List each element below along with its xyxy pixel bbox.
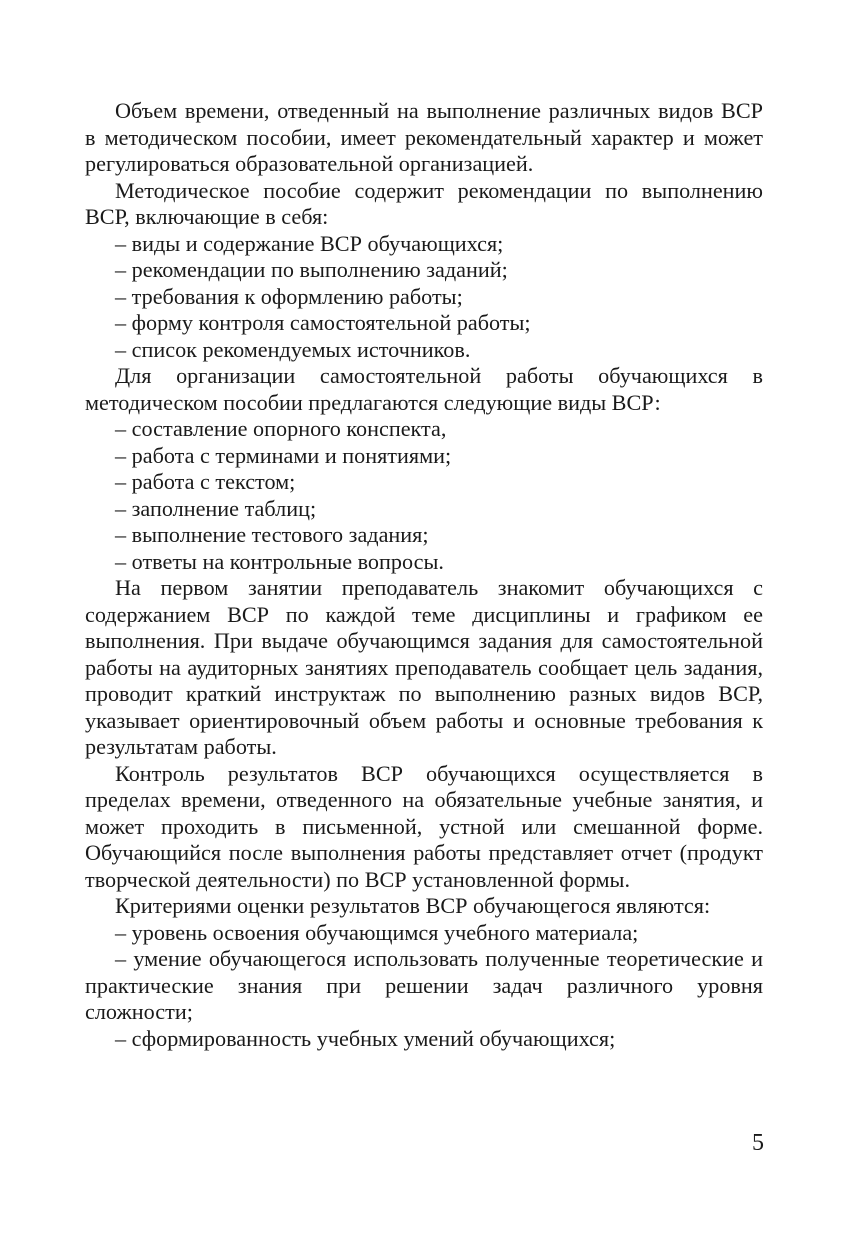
paragraph-time-allocation: Объем времени, отведенный на выполнение различных видов ВСР в методическом пособии, имеет рекомендательный характер и может регулироваться образовательной организацией. <box>85 98 763 176</box>
list-item: – ответы на контрольные вопросы. <box>115 548 444 574</box>
list-item: – список рекомендуемых источников. <box>115 336 471 362</box>
page-body <box>85 98 763 1052</box>
list-item: – заполнение таблиц; <box>115 495 317 521</box>
criteria-item: – уровень освоения обучающимся учебного материала; <box>115 919 639 945</box>
paragraph-manual-contents: Методическое пособие содержит рекомендации по выполнению ВСР, включающие в себя: <box>85 177 763 229</box>
paragraph-assessment-criteria: Критериями оценки результатов ВСР обучающегося являются: <box>115 893 711 918</box>
list-item: – работа с текстом; <box>115 469 296 494</box>
list-item: – форму контроля самостоятельной работы; <box>115 310 531 335</box>
list-item: – работа с терминами и понятиями; <box>115 442 452 468</box>
list-item: – выполнение тестового задания; <box>115 522 429 547</box>
list-item: – рекомендации по выполнению заданий; <box>115 257 508 282</box>
paragraph-work-types: Для организации самостоятельной работы обучающихся в методическом пособии предлагаются следующие виды ВСР: <box>85 363 763 415</box>
paragraph-results-control: Контроль результатов ВСР обучающихся осуществляется в пределах времени, отведенного на обязательные учебные занятия, и может проходить в письменной, устной или смешанной форме. Обучающийся после выполнения работы представляет отчет (продукт творческой деятельности) по ВСР установленной формы. <box>85 760 763 892</box>
criteria-item: – умение обучающегося использовать полученные теоретические и практические знания при решении задач различного уровня сложности; <box>85 946 763 1024</box>
list-item: – виды и содержание ВСР обучающихся; <box>115 230 504 256</box>
list-item: – составление опорного конспекта, <box>115 416 447 441</box>
list-item: – требования к оформлению работы; <box>115 283 463 309</box>
criteria-item: – сформированность учебных умений обучающихся; <box>115 1025 616 1051</box>
paragraph-first-lesson: На первом занятии преподаватель знакомит обучающихся с содержанием ВСР по каждой теме дисциплины и графиком ее выполнения. При выдаче обучающимся задания для самостоятельной работы на аудиторных занятиях преподаватель сообщает цель задания, проводит краткий инструктаж по выполнению разных видов ВСР, указывает ориентировочный объем работы и основные требования к результатам работы. <box>85 575 763 759</box>
page-number: 5 <box>752 1130 764 1156</box>
